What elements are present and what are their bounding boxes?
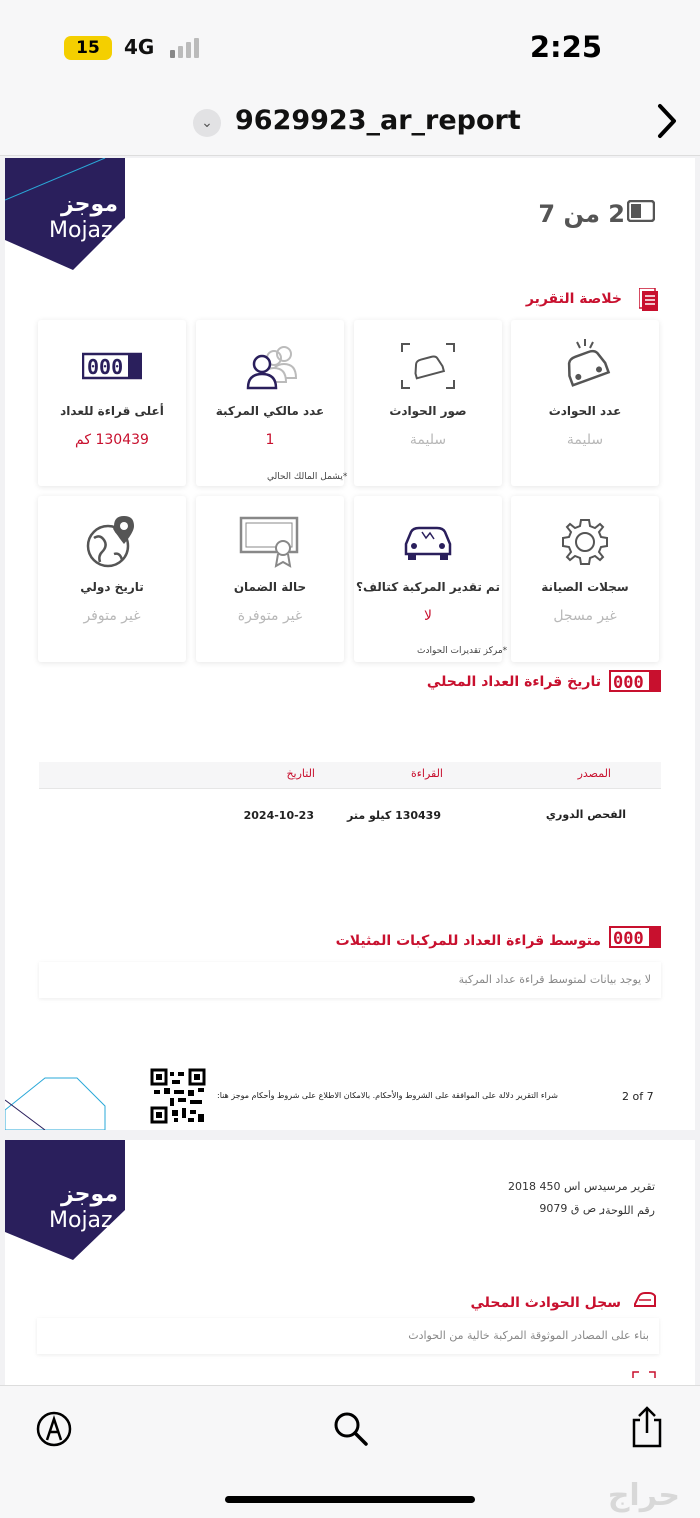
accidents-title: سجل الحوادث المحلي: [470, 1295, 621, 1311]
plate-value: ر ص ق 9079: [539, 1202, 605, 1215]
chevron-right-icon[interactable]: [654, 102, 680, 149]
card-label: عدد مالكي المركبة: [215, 404, 325, 418]
card-value: 1: [265, 432, 275, 448]
camera-car-icon: [400, 342, 456, 390]
battery-indicator: 15: [64, 36, 112, 60]
report-page-3: [5, 1140, 695, 1385]
table-divider: [39, 788, 661, 789]
logo-text-ar: موجز: [61, 192, 118, 217]
card-international-history: [38, 496, 186, 662]
car-crash-icon: [555, 336, 615, 396]
owners-icon: [238, 342, 302, 390]
document-title[interactable]: 9629923_ar_report: [235, 105, 521, 136]
logo-text-ar: موجز: [61, 1182, 118, 1207]
next-section-icon: [631, 1370, 657, 1385]
card-owners-count: [196, 320, 344, 486]
card-label: سجلات الصيانة: [541, 580, 629, 594]
status-bar: [0, 0, 700, 92]
card-value: سليمة: [409, 432, 447, 448]
td-date: 2024-10-23: [243, 809, 314, 822]
odometer-table-header: [39, 762, 661, 788]
page-number: 2 of 7: [622, 1090, 654, 1103]
markup-icon[interactable]: [35, 1410, 73, 1448]
similar-average-title: متوسط قراءة العداد للمركبات المثيلات: [335, 933, 601, 949]
card-label: أعلى قراءة للعداد: [60, 404, 164, 418]
card-label: صور الحوادث: [389, 404, 467, 418]
card-max-odometer: [38, 320, 186, 486]
card-value: غير مسجل: [553, 608, 617, 624]
gear-icon: [559, 516, 611, 568]
card-value: 130439 كم: [75, 432, 149, 448]
certificate-icon: [239, 516, 301, 568]
th-reading: القراءة: [410, 767, 443, 780]
card-value: لا: [424, 608, 432, 624]
share-icon[interactable]: [628, 1406, 666, 1448]
haraj-watermark: حراج: [607, 1478, 680, 1513]
th-date: التاريخ: [286, 767, 315, 780]
page-layout-icon: [627, 200, 655, 222]
card-label: تاريخ دولي: [80, 580, 144, 594]
network-type: 4G: [124, 35, 155, 59]
th-source: المصدر: [577, 767, 611, 780]
card-value: غير متوفرة: [237, 608, 303, 624]
globe-icon: [84, 514, 140, 570]
accident-icon: [633, 1290, 657, 1312]
search-icon[interactable]: [332, 1410, 370, 1448]
card-total-loss: [354, 496, 502, 662]
svg-text:000: 000: [87, 355, 124, 379]
owners-note: *يشمل المالك الحالي: [267, 472, 348, 482]
chevron-down-icon[interactable]: ⌄: [193, 109, 221, 137]
plate-label: رقم اللوحة:: [601, 1204, 655, 1217]
summary-title: خلاصة التقرير: [525, 291, 622, 307]
card-maintenance-records: [511, 496, 659, 662]
terms-footer: شراء التقرير دلالة على الموافقة على الشروط والأحكام. بالامكان الاطلاع على شروط وأحكام موجز هنا:: [217, 1091, 558, 1100]
report-page-2: [5, 158, 695, 1130]
svg-text:000: 000: [613, 929, 644, 948]
card-accidents-count: [511, 320, 659, 486]
similar-average-empty: لا يوجد بيانات لمتوسط قراءة عداد المركبة: [458, 973, 651, 986]
similar-average-box: [39, 962, 661, 998]
card-warranty-status: [196, 496, 344, 662]
report-icon: [639, 288, 661, 314]
qr-code[interactable]: [150, 1068, 206, 1124]
odometer-icon: [609, 670, 661, 692]
td-reading: 130439 كيلو متر: [346, 809, 441, 822]
bottom-toolbar: [0, 1385, 700, 1518]
logo-text-en: Mojaz: [49, 1208, 113, 1233]
signal-icon: [170, 38, 202, 58]
page-indicator: 2 من 7: [538, 200, 625, 228]
card-label: تم تقدير المركبة كتالف؟: [356, 580, 500, 594]
logo-text-en: Mojaz: [49, 218, 113, 243]
accidents-box: [37, 1318, 659, 1354]
damaged-car-icon: [402, 522, 454, 562]
td-source: الفحص الدوري: [545, 808, 626, 821]
home-indicator[interactable]: [225, 1496, 475, 1503]
clock: 2:25: [529, 30, 602, 64]
accidents-text: بناء على المصادر الموثوقة المركبة خالية من الحوادث: [408, 1329, 649, 1342]
card-label: عدد الحوادث: [548, 404, 622, 418]
total-loss-note: *مركز تقديرات الحوادث: [417, 646, 508, 656]
card-value: سليمة: [566, 432, 604, 448]
report-title: تقرير مرسيدس اس 450 2018: [508, 1180, 655, 1193]
odometer-history-title: تاريخ قراءة العداد المحلي: [426, 674, 601, 690]
footer-decor: [5, 1070, 115, 1130]
odometer-icon: [609, 926, 661, 948]
card-accident-photos: [354, 320, 502, 486]
odometer-icon: [82, 351, 142, 381]
svg-text:000: 000: [613, 673, 644, 692]
card-label: حالة الضمان: [233, 580, 307, 594]
card-value: غير متوفر: [83, 608, 141, 624]
document-title-bar: [0, 92, 700, 156]
